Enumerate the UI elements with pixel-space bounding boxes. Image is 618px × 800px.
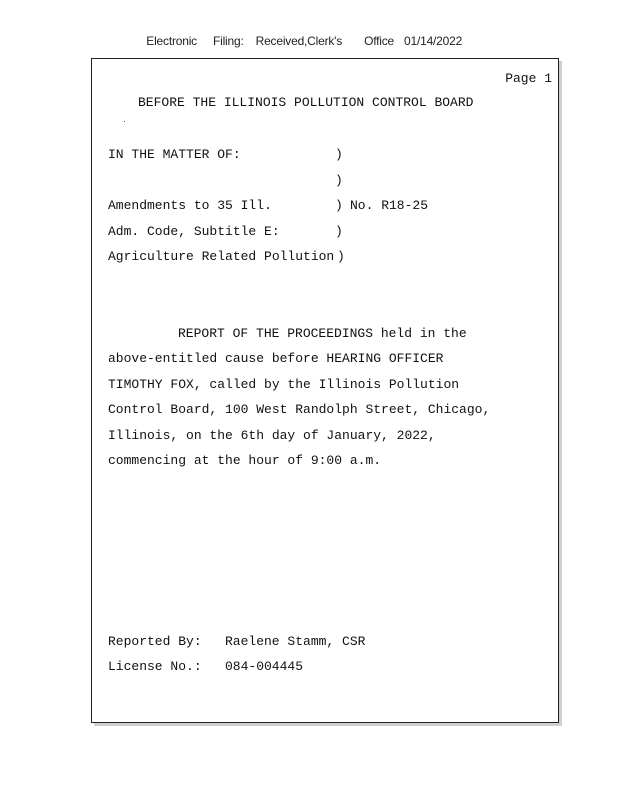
page-number: Page 1 xyxy=(505,71,552,86)
report-line-4: Control Board, 100 West Randolph Street, Chicago, xyxy=(108,402,491,417)
report-line-5: Illinois, on the 6th day of January, 2022, xyxy=(108,428,436,443)
report-line-3: TIMOTHY FOX, called by the Illinois Pollution xyxy=(108,377,460,392)
caption-line-agriculture: Agriculture Related Pollution xyxy=(108,249,335,264)
caption-line-adm-code: Adm. Code, Subtitle E: xyxy=(108,224,280,239)
speck-mark xyxy=(124,121,125,122)
filing-stamp xyxy=(140,20,462,48)
caption-paren-3: ) xyxy=(335,198,343,213)
reported-by-label: Reported By: xyxy=(108,634,202,649)
report-line-6: commencing at the hour of 9:00 a.m. xyxy=(108,453,382,468)
stamp-date: 01/14/2022 xyxy=(404,34,463,48)
stamp-word-received: Received,Clerk's xyxy=(255,34,343,48)
caption-matter: IN THE MATTER OF: xyxy=(108,147,241,162)
license-label: License No.: xyxy=(108,659,202,674)
caption-paren-1: ) xyxy=(335,147,343,162)
caption-paren-5: ) xyxy=(337,249,345,264)
report-line-1: REPORT OF THE PROCEEDINGS held in the xyxy=(178,326,467,341)
report-line-2: above-entitled cause before HEARING OFFICER xyxy=(108,351,444,366)
document-title: BEFORE THE ILLINOIS POLLUTION CONTROL BOARD xyxy=(138,95,474,110)
docket-number: No. R18-25 xyxy=(350,198,429,213)
stamp-word-office: Office xyxy=(364,34,395,48)
caption-line-amendments: Amendments to 35 Ill. xyxy=(108,198,272,213)
transcript-page xyxy=(91,58,559,723)
license-value: 084-004445 xyxy=(225,659,304,674)
caption-paren-2: ) xyxy=(335,173,343,188)
reported-by-value: Raelene Stamm, CSR xyxy=(225,634,366,649)
stamp-word-electronic: Electronic xyxy=(146,34,197,48)
stamp-word-filing: Filing: xyxy=(212,34,244,48)
caption-paren-4: ) xyxy=(335,224,343,239)
